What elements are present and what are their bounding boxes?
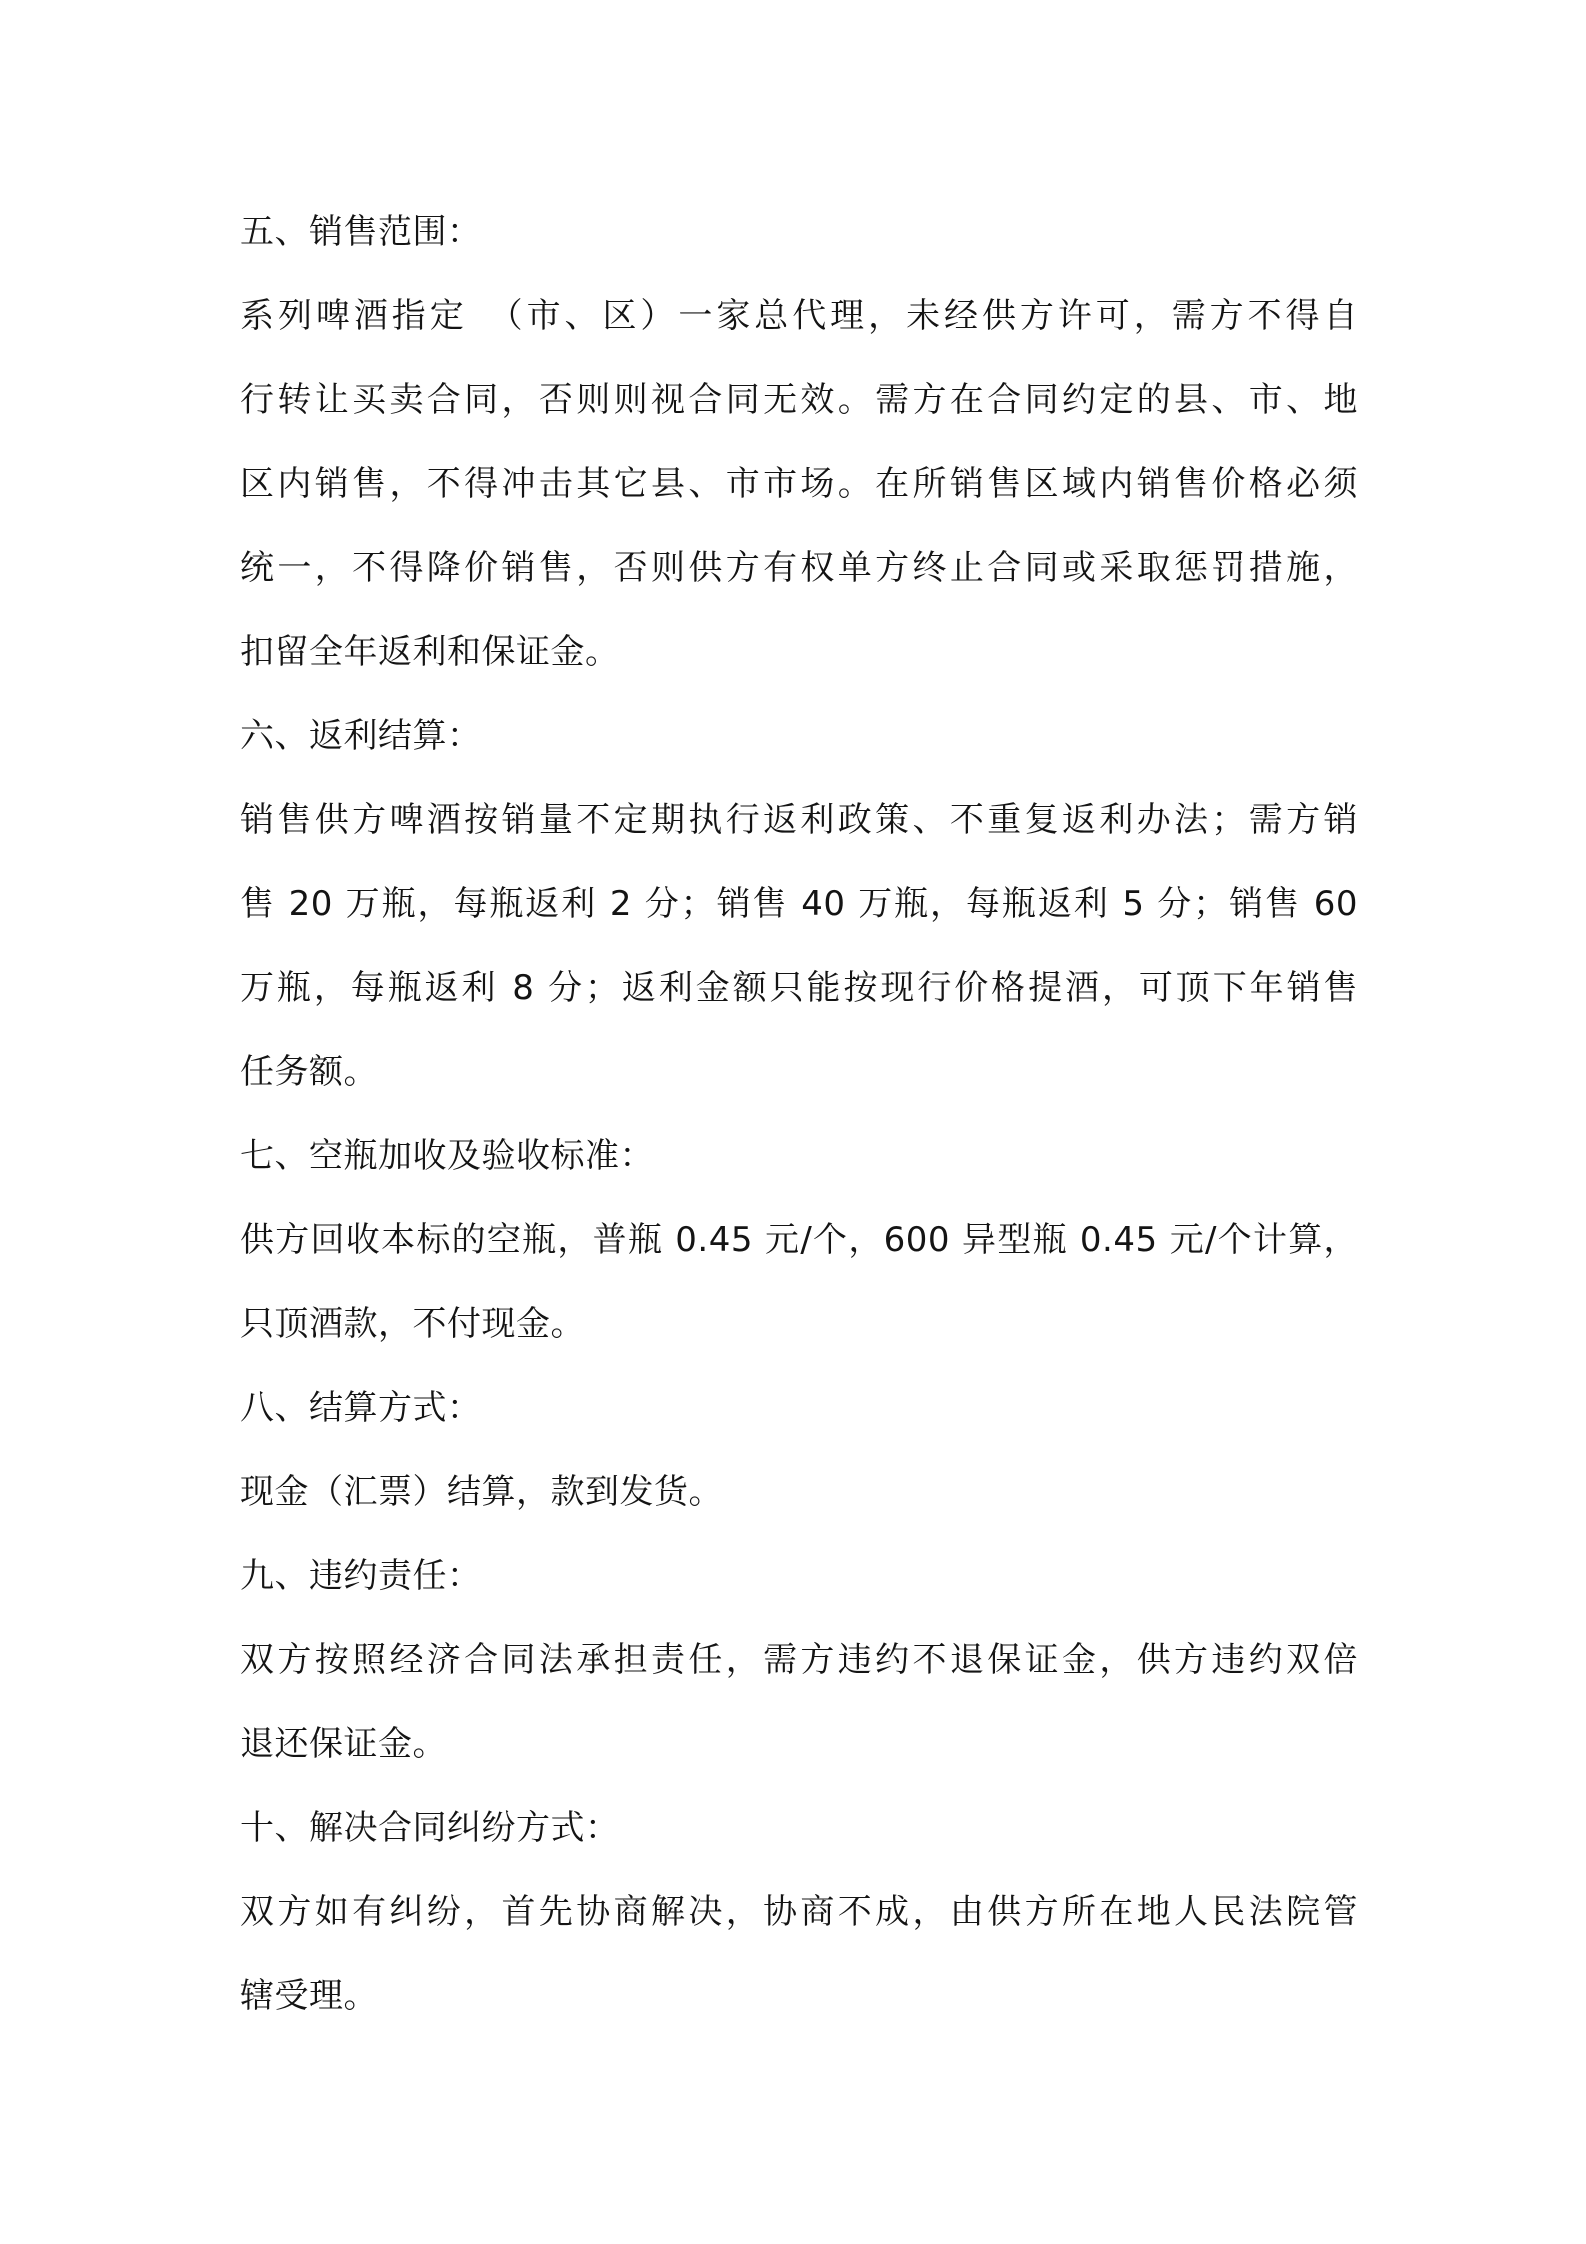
paragraph-line: 万瓶，每瓶返利 8 分；返利金额只能按现行价格提酒，可顶下年销售 [240,968,1358,1008]
paragraph-line: 统一，不得降价销售，否则供方有权单方终止合同或采取惩罚措施， [240,548,1358,588]
paragraph-line: 辖受理。 [240,1976,378,2016]
paragraph-line: 只顶酒款，不付现金。 [240,1304,585,1344]
section-heading: 五、销售范围： [240,212,482,252]
paragraph-line: 任务额。 [240,1052,378,1092]
section-empty-bottle-standard [240,1114,1358,1366]
section-sales-scope [240,190,1358,694]
section-heading: 六、返利结算： [240,716,482,756]
paragraph-line: 扣留全年返利和保证金。 [240,632,620,672]
section-heading: 八、结算方式： [240,1388,482,1428]
paragraph-line: 销售供方啤酒按销量不定期执行返利政策、不重复返利办法；需方销 [240,800,1358,840]
paragraph-line: 双方按照经济合同法承担责任，需方违约不退保证金，供方违约双倍 [240,1640,1358,1680]
paragraph-line: 退还保证金。 [240,1724,447,1764]
paragraph-line: 供方回收本标的空瓶，普瓶 0.45 元/个，600 异型瓶 0.45 元/个计算， [240,1220,1358,1260]
section-heading: 九、违约责任： [240,1556,482,1596]
paragraph-line: 行转让买卖合同，否则则视合同无效。需方在合同约定的县、市、地 [240,380,1358,420]
document-body [240,190,1358,2038]
paragraph-line: 售 20 万瓶，每瓶返利 2 分；销售 40 万瓶，每瓶返利 5 分；销售 60 [240,884,1358,924]
section-dispute-resolution [240,1786,1358,2038]
section-payment-method [240,1366,1358,1534]
section-rebate-settlement [240,694,1358,1114]
section-heading: 七、空瓶加收及验收标准： [240,1136,654,1176]
paragraph-line: 系列啤酒指定 （市、区）一家总代理，未经供方许可，需方不得自 [240,296,1358,336]
paragraph-line: 区内销售，不得冲击其它县、市市场。在所销售区域内销售价格必须 [240,464,1358,504]
section-breach-liability [240,1534,1358,1786]
paragraph-line: 现金（汇票）结算，款到发货。 [240,1472,723,1512]
section-heading: 十、解决合同纠纷方式： [240,1808,620,1848]
paragraph-line: 双方如有纠纷，首先协商解决，协商不成，由供方所在地人民法院管 [240,1892,1358,1932]
